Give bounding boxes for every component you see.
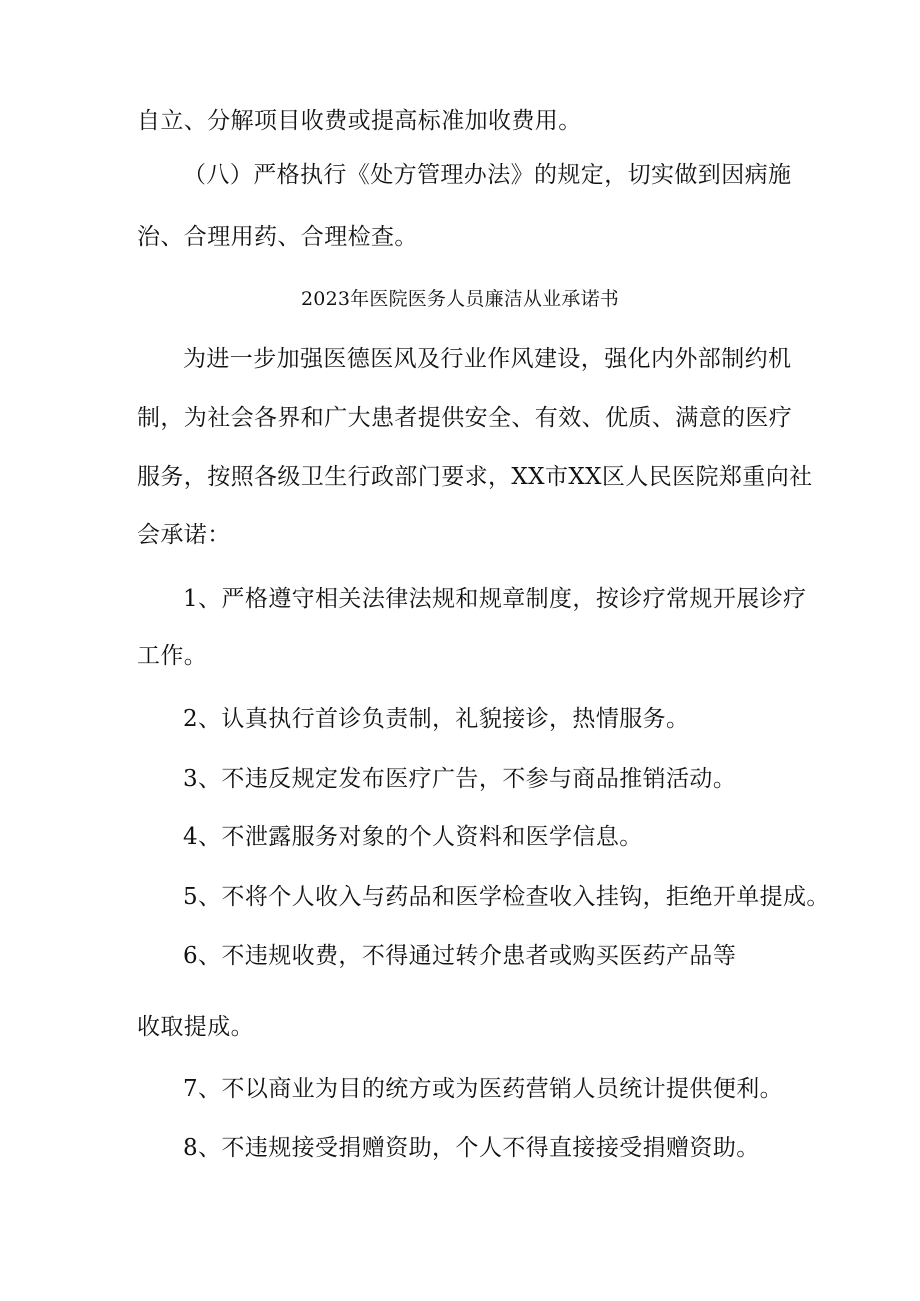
- item-1: 1、严格遵守相关法律法规和规章制度，按诊疗常规开展诊疗: [183, 586, 807, 612]
- document-title: 2023年医院医务人员廉洁从业承诺书: [301, 288, 619, 310]
- item-5: 5、不将个人收入与药品和医学检查收入挂钩，拒绝开单提成。: [183, 884, 830, 910]
- intro-line-2: 制，为社会各界和广大患者提供安全、有效、优质、满意的医疗: [137, 405, 793, 431]
- text-line-clause-8-cont: 治、合理用药、合理检查。: [137, 224, 418, 250]
- item-6-cont: 收取提成。: [137, 1014, 254, 1040]
- item-7: 7、不以商业为目的统方或为医药营销人员统计提供便利。: [183, 1076, 784, 1102]
- item-8: 8、不违规接受捐赠资助，个人不得直接接受捐赠资助。: [183, 1135, 760, 1161]
- intro-line-1: 为进一步加强医德医风及行业作风建设，强化内外部制约机: [183, 346, 792, 372]
- intro-line-4: 会承诺：: [137, 522, 231, 548]
- item-2: 2、认真执行首诊负责制，礼貌接诊，热情服务。: [183, 706, 690, 732]
- item-6: 6、不违规收费，不得通过转介患者或购买医药产品等: [183, 943, 737, 969]
- item-3: 3、不违反规定发布医疗广告，不参与商品推销活动。: [183, 766, 737, 792]
- item-1-cont: 工作。: [137, 643, 208, 669]
- item-4: 4、不泄露服务对象的个人资料和医学信息。: [183, 824, 643, 850]
- intro-line-3: 服务，按照各级卫生行政部门要求，XX市XX区人民医院郑重向社: [137, 464, 813, 490]
- text-line-clause-8: （八）严格执行《处方管理办法》的规定，切实做到因病施: [183, 162, 792, 188]
- text-line-continuation: 自立、分解项目收费或提高标准加收费用。: [137, 108, 582, 134]
